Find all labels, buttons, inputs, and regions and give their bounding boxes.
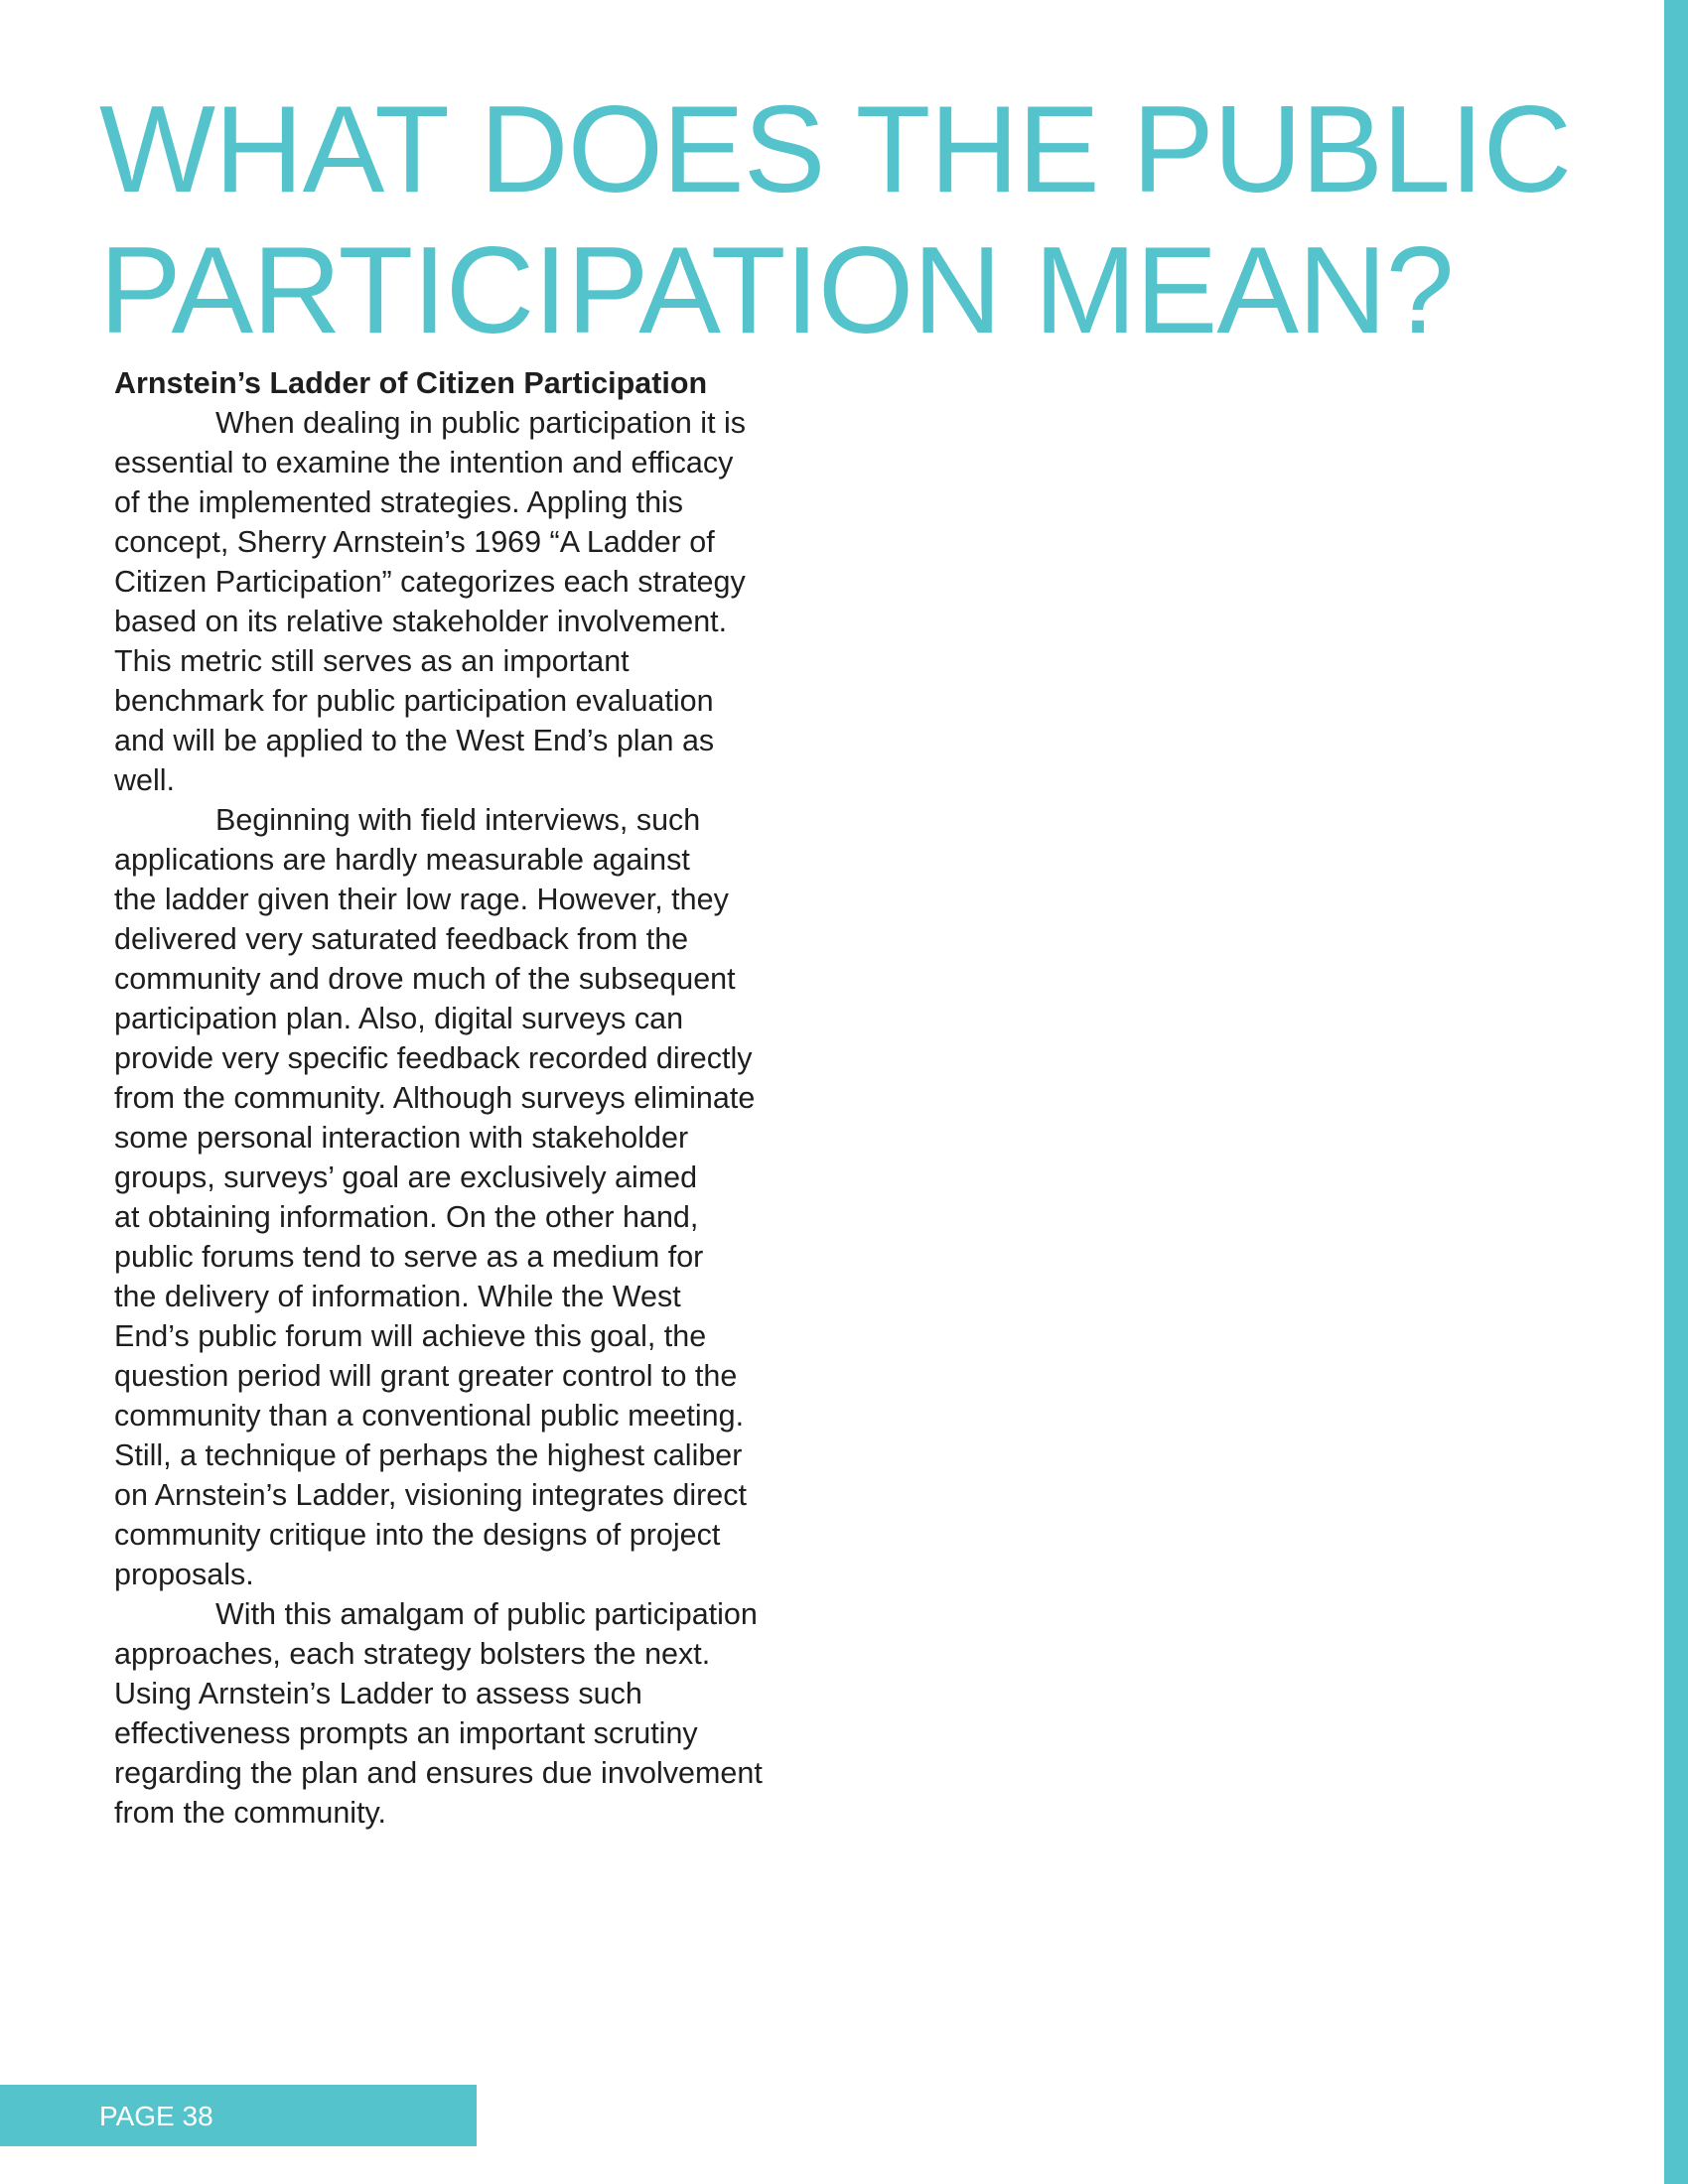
paragraph-line: some personal interaction with stakeholder: [114, 1121, 689, 1155]
article-body: [114, 363, 829, 1833]
paragraph-line: When dealing in public participation it is: [215, 406, 747, 440]
paragraph-2: [114, 800, 829, 1594]
paragraph-line: groups, surveys’ goal are exclusively aimed: [114, 1160, 698, 1194]
paragraph-line: provide very specific feedback recorded directly: [114, 1041, 753, 1075]
paragraph-line: from the community. Although surveys eliminate: [114, 1081, 756, 1115]
paragraph-line: essential to examine the intention and efficacy: [114, 446, 734, 479]
paragraph-line: delivered very saturated feedback from the: [114, 922, 689, 956]
page-footer-band: [0, 2085, 477, 2146]
paragraph-line: community and drove much of the subsequent: [114, 962, 736, 996]
paragraph-line: participation plan. Also, digital surveys can: [114, 1002, 684, 1035]
paragraph-line: the ladder given their low rage. However, they: [114, 883, 729, 916]
page-title-line-1: WHAT DOES THE PUBLIC: [99, 81, 1572, 218]
paragraph-line: community than a conventional public meeting.: [114, 1399, 745, 1433]
side-accent-bar: [1664, 0, 1688, 2184]
paragraph-3: [114, 1594, 829, 1833]
page-number: PAGE 38: [99, 2101, 213, 2131]
paragraph-line: of the implemented strategies. Appling this: [114, 485, 684, 519]
paragraph-line: applications are hardly measurable against: [114, 843, 690, 877]
paragraph-line: at obtaining information. On the other hand,: [114, 1200, 699, 1234]
paragraph-line: community critique into the designs of project: [114, 1518, 721, 1552]
paragraph-line: public forums tend to serve as a medium for: [114, 1240, 704, 1274]
paragraph-line: This metric still serves as an important: [114, 644, 630, 678]
paragraph-line: effectiveness prompts an important scrutiny: [114, 1716, 698, 1750]
paragraph-line: With this amalgam of public participation: [215, 1597, 758, 1631]
paragraph-line: question period will grant greater control to the: [114, 1359, 738, 1393]
paragraph-line: End’s public forum will achieve this goal, the: [114, 1319, 707, 1353]
paragraph-line: approaches, each strategy bolsters the next.: [114, 1637, 711, 1671]
paragraph-line: and will be applied to the West End’s plan as: [114, 724, 715, 757]
paragraph-line: concept, Sherry Arnstein’s 1969 “A Ladder of: [114, 525, 715, 559]
paragraph-line: benchmark for public participation evaluation: [114, 684, 714, 718]
paragraph-line: Beginning with field interviews, such: [215, 803, 701, 837]
paragraph-line: well.: [114, 763, 176, 797]
paragraph-line: regarding the plan and ensures due involvement: [114, 1756, 763, 1790]
section-heading: Arnstein’s Ladder of Citizen Participation: [114, 366, 708, 400]
paragraph-line: the delivery of information. While the West: [114, 1280, 681, 1313]
paragraph-line: Using Arnstein’s Ladder to assess such: [114, 1677, 642, 1710]
page-title-line-2: PARTICIPATION MEAN?: [99, 222, 1454, 359]
paragraph-line: Citizen Participation” categorizes each strategy: [114, 565, 746, 599]
paragraph-line: based on its relative stakeholder involvement.: [114, 605, 728, 638]
paragraph-line: Still, a technique of perhaps the highest caliber: [114, 1438, 743, 1472]
paragraph-line: on Arnstein’s Ladder, visioning integrates direct: [114, 1478, 747, 1512]
paragraph-line: from the community.: [114, 1796, 387, 1830]
page-title: [99, 79, 1589, 361]
paragraph-1: [114, 403, 829, 800]
paragraph-line: proposals.: [114, 1558, 254, 1591]
